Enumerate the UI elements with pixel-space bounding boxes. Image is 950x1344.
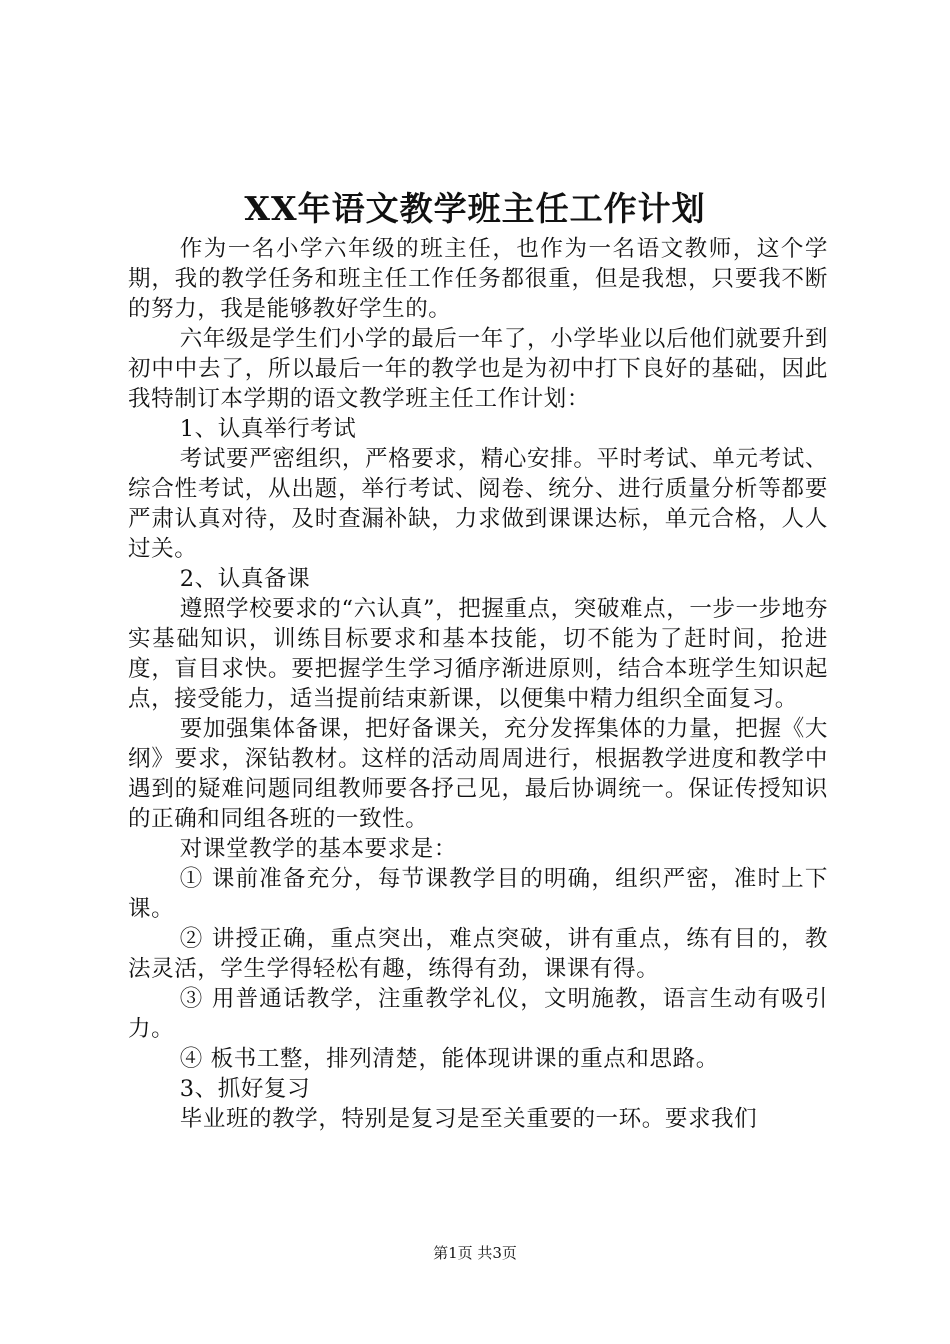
section-heading: 2、认真备课	[179, 566, 311, 592]
list-item: ① 课前准备充分，每节课教学目的明确，组织严密，准时上下课。	[128, 866, 828, 922]
document-body	[128, 234, 828, 1134]
paragraph: 考试要严密组织，严格要求，精心安排。平时考试、单元考试、综合性考试，从出题，举行考试、阅卷、统分、进行质量分析等都要严肃认真对待，及时查漏补缺，力求做到课课达标，单元合格，人人过关。	[128, 446, 828, 562]
paragraph: 毕业班的教学，特别是复习是至关重要的一环。要求我们	[179, 1106, 758, 1132]
paragraph: 对课堂教学的基本要求是：	[179, 836, 457, 862]
paragraph: 作为一名小学六年级的班主任，也作为一名语文教师，这个学期，我的教学任务和班主任工作任务都很重，但是我想，只要我不断的努力，我是能够教好学生的。	[128, 236, 828, 322]
section-heading: 3、抓好复习	[179, 1076, 311, 1102]
list-item: ④ 板书工整，排列清楚，能体现讲课的重点和思路。	[179, 1046, 719, 1072]
list-item: ② 讲授正确，重点突出，难点突破，讲有重点，练有目的，教法灵活，学生学得轻松有趣，练得有劲，课课有得。	[128, 926, 828, 982]
page-footer: 第1页 共3页	[433, 1244, 517, 1262]
section-heading: 1、认真举行考试	[179, 416, 357, 442]
list-item: ③ 用普通话教学，注重教学礼仪，文明施教，语言生动有吸引力。	[128, 986, 828, 1042]
paragraph: 遵照学校要求的“六认真”，把握重点，突破难点，一步一步地夯实基础知识，训练目标要求和基本技能，切不能为了赶时间，抢进度，盲目求快。要把握学生学习循序渐进原则，结合本班学生知识起点，接受能力，适当提前结束新课，以便集中精力组织全面复习。	[128, 596, 828, 712]
paragraph: 要加强集体备课，把好备课关，充分发挥集体的力量，把握《大纲》要求，深钻教材。这样的活动周周进行，根据教学进度和教学中遇到的疑难问题同组教师要各抒己见，最后协调统一。保证传授知识的正确和同组各班的一致性。	[128, 716, 828, 832]
document-title: XX年语文教学班主任工作计划	[244, 189, 706, 228]
paragraph: 六年级是学生们小学的最后一年了，小学毕业以后他们就要升到初中中去了，所以最后一年的教学也是为初中打下良好的基础，因此我特制订本学期的语文教学班主任工作计划：	[128, 326, 828, 412]
